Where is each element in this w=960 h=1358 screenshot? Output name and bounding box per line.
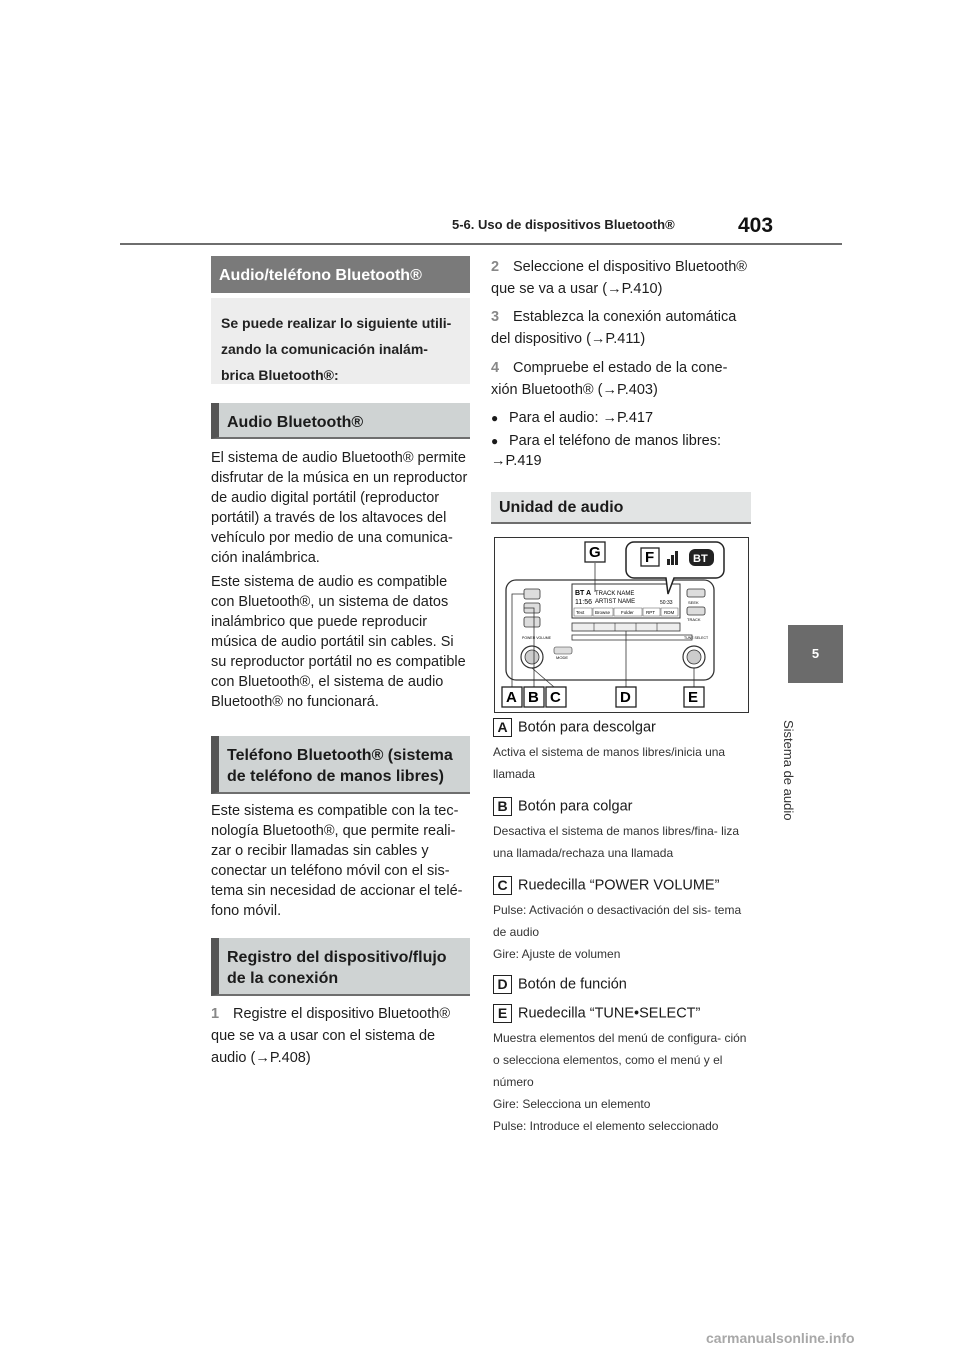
- step-3-number: 3: [491, 309, 500, 325]
- screen-time: 50:33: [660, 600, 673, 606]
- legend-title: Ruedecilla “POWER VOLUME”: [518, 877, 720, 894]
- step-4-text: Compruebe el estado de la cone- xión Bluetooth® (→P.403): [491, 360, 728, 398]
- legend-desc: Pulse: Activación o desactivación del sis- tema de audio: [493, 903, 742, 939]
- legend-letter: C: [493, 876, 512, 895]
- legend-letter: A: [493, 718, 512, 737]
- legend-title: Botón para descolgar: [518, 719, 656, 736]
- label-d: D: [620, 689, 631, 706]
- legend-letter: B: [493, 797, 512, 816]
- step-2-text: Seleccione el dispositivo Bluetooth® que se va a usar (→P.410): [491, 259, 747, 297]
- section-title-main: Audio/teléfono Bluetooth®: [211, 256, 470, 293]
- label-a: A: [506, 689, 517, 706]
- audio-para-1: El sistema de audio Bluetooth® permite disfrutar de la música en un reproductor de audio digital portátil (reproductor portátil) a través de los altavoces del vehículo por medio de una comunica- ción inalámbrica.: [211, 450, 468, 566]
- section-audio: Audio Bluetooth®: [211, 403, 470, 439]
- label-g: G: [589, 544, 601, 561]
- legend-item-b: [493, 797, 753, 864]
- legend-letter: E: [493, 1004, 512, 1023]
- bullet-phone: ● Para el teléfono de manos libres: →P.419: [491, 433, 721, 469]
- label-c: C: [550, 689, 561, 706]
- legend-desc: Gire: Selecciona un elemento: [493, 1097, 651, 1111]
- legend-title: Botón de función: [518, 976, 627, 993]
- watermark: carmanualsonline.info: [706, 1330, 855, 1346]
- legend-desc: Desactiva el sistema de manos libres/fina- liza una llamada/rechaza una llamada: [493, 824, 740, 860]
- audio-unit-illustration: [494, 537, 749, 713]
- screen-source: BT A: [575, 590, 592, 597]
- section-header: 5-6. Uso de dispositivos Bluetooth®: [452, 217, 675, 232]
- label-b: B: [528, 689, 539, 706]
- step-3-text: Establezca la conexión automática del dispositivo (→P.411): [491, 309, 737, 347]
- screen-artist: ARTIST NAME: [595, 599, 636, 605]
- label-power-volume: POWER VOLUME: [522, 636, 551, 640]
- section-audio-unit: Unidad de audio: [491, 492, 751, 524]
- softkey-rpt: RPT: [646, 610, 655, 615]
- legend-title: Ruedecilla “TUNE•SELECT”: [518, 1005, 701, 1022]
- legend-item-a: [493, 718, 753, 785]
- legend-letter: D: [493, 975, 512, 994]
- label-e: E: [688, 689, 699, 706]
- bullet-icon: ●: [491, 434, 499, 448]
- step-3: [491, 306, 751, 350]
- legend-item-e: [493, 1004, 753, 1137]
- section-phone: Teléfono Bluetooth® (sistema de teléfono de manos libres): [211, 736, 470, 794]
- legend-item-d: [493, 975, 753, 994]
- softkey-browse: Browse: [595, 610, 611, 615]
- step-1-text: Registre el dispositivo Bluetooth® que se va a usar con el sistema de audio (→P.408): [211, 1006, 451, 1066]
- page-number: 403: [738, 214, 774, 237]
- softkey-text: Text: [576, 610, 585, 615]
- label-seek: SEEK: [688, 600, 699, 605]
- softkey-folder: Folder: [621, 610, 634, 615]
- legend-desc: Pulse: Introduce el elemento seleccionado: [493, 1119, 719, 1133]
- audio-unit-diagram: [494, 537, 749, 713]
- bt-badge: BT: [693, 553, 708, 565]
- step-2-number: 2: [491, 259, 500, 275]
- phone-para-1: Este sistema es compatible con la tec- nología Bluetooth®, que permite reali- zar o recibir llamadas sin cables y conectar un teléfono móvil con el sis- tema sin necesidad de accionar el telé- fono móvil.: [211, 803, 463, 919]
- header-rule: [120, 243, 842, 245]
- label-track: TRACK: [687, 617, 701, 622]
- label-mode: MODE: [556, 655, 568, 660]
- bullet-icon: ●: [491, 411, 499, 425]
- chapter-tab: 5: [788, 625, 843, 683]
- legend-item-c: [493, 876, 753, 965]
- step-1-number: 1: [211, 1006, 220, 1022]
- step-4-number: 4: [491, 360, 500, 376]
- label-tune-select: TUNE SELECT: [684, 636, 709, 640]
- section-register: Registro del dispositivo/flujo de la conexión: [211, 938, 470, 996]
- screen-clock: 11:56: [575, 599, 592, 606]
- step-1: [211, 1003, 470, 1069]
- audio-para-2: Este sistema de audio es compatible con Bluetooth®, un sistema de datos inalámbrico que puede reproducir música de audio portátil sin cables. Si su reproductor portátil no es compatible con Bluetooth®, el sistema de audio Bluetooth® no funcionará.: [211, 574, 466, 710]
- audio-text: [211, 448, 470, 716]
- legend-title: Botón para colgar: [518, 798, 633, 815]
- bullet-audio: ● Para el audio: →P.417: [491, 410, 654, 426]
- intro-box: Se puede realizar lo siguiente utili- zando la comunicación inalám- brica Bluetooth®:: [211, 298, 470, 384]
- step-4: [491, 357, 751, 401]
- screen-track: TRACK NAME: [595, 591, 635, 597]
- label-f: F: [645, 549, 655, 566]
- legend-desc: Muestra elementos del menú de configura- ción o selecciona elementos, como el menú y el número: [493, 1031, 747, 1089]
- legend: [493, 718, 753, 1137]
- phone-text: [211, 801, 470, 925]
- legend-desc: Gire: Ajuste de volumen: [493, 947, 621, 961]
- legend-desc: Activa el sistema de manos libres/inicia una llamada: [493, 745, 726, 781]
- softkey-rdm: RDM: [664, 610, 675, 615]
- step-2: [491, 256, 751, 300]
